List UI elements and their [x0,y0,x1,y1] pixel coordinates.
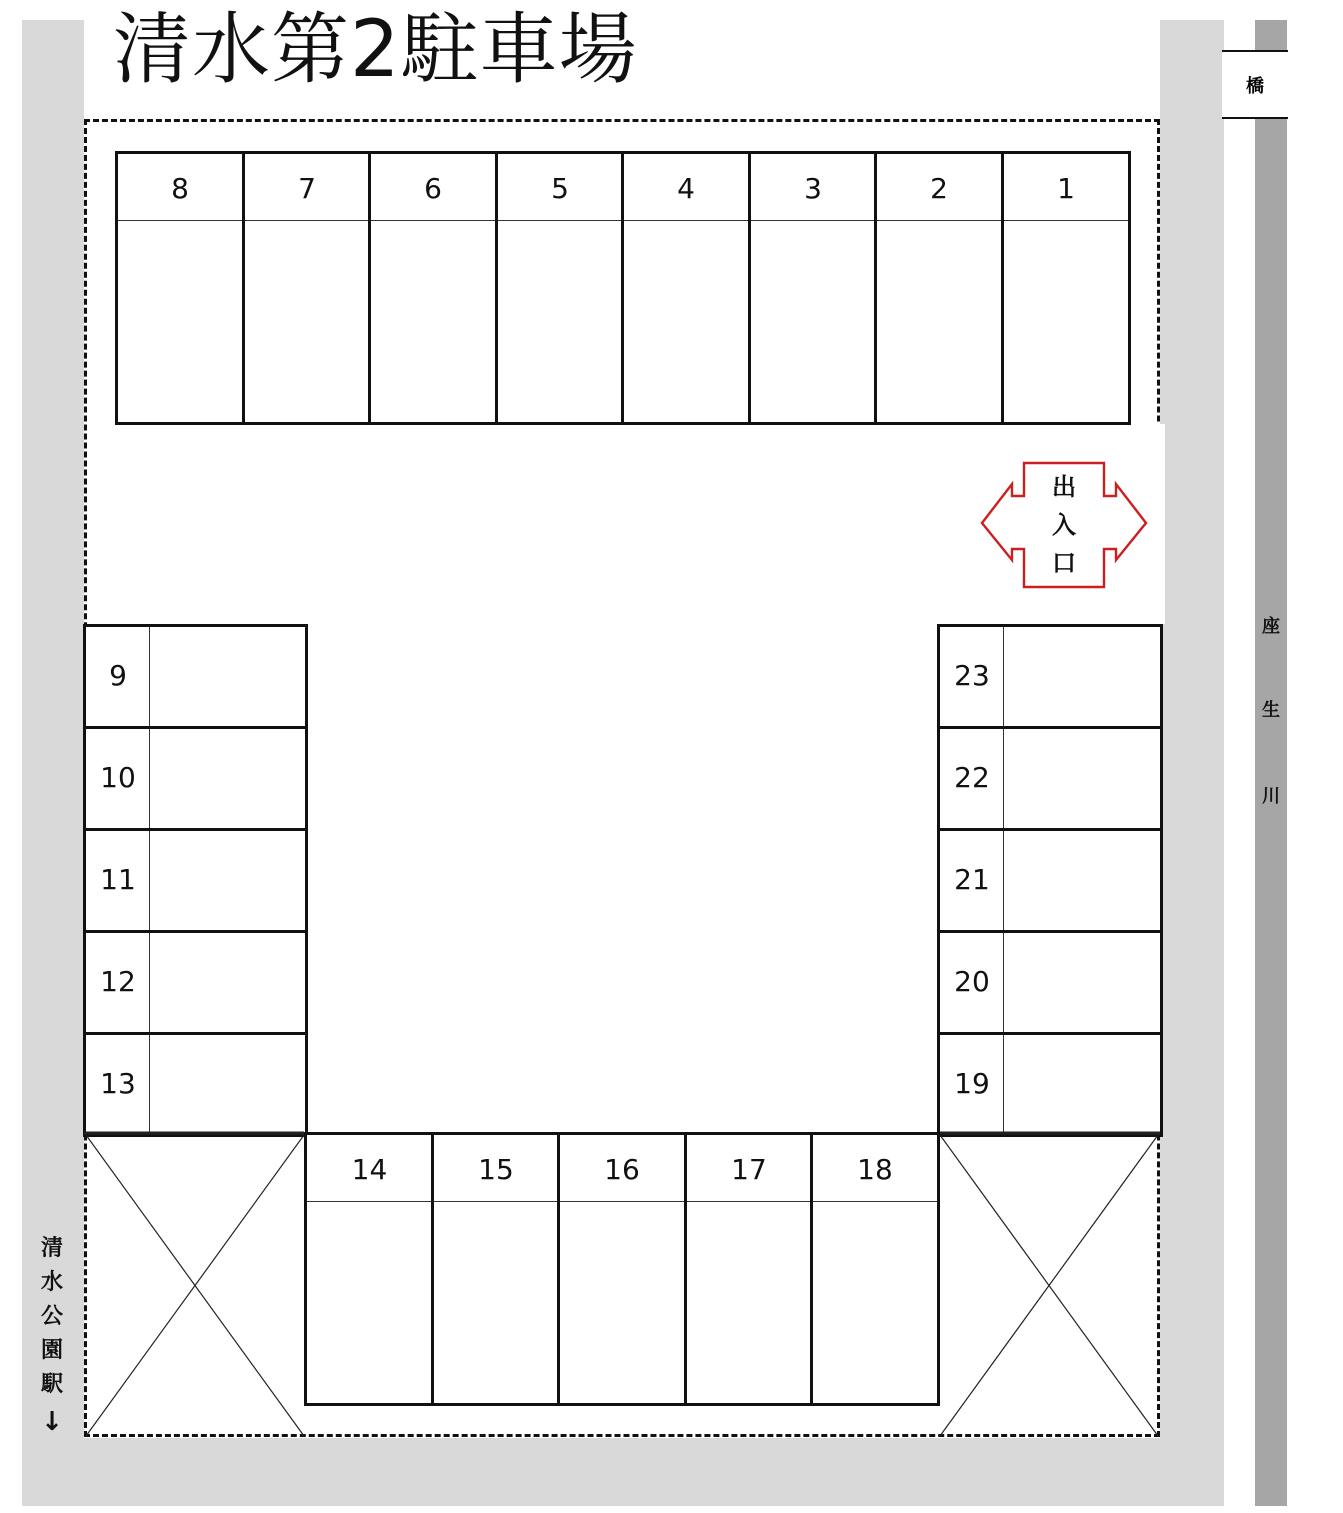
no-parking-zone-right [940,1133,1160,1436]
station-char-5: 駅 [40,1372,63,1397]
entrance-char-3: 口 [1052,549,1076,577]
station-arrow-icon: ↓ [41,1407,63,1437]
space-number: 17 [731,1153,767,1186]
station-label [34,1232,70,1402]
space-number: 22 [954,761,990,794]
space-number: 12 [100,965,136,998]
space-number: 5 [551,172,569,205]
station-char-1: 清 [40,1236,63,1261]
space-number: 19 [954,1067,990,1100]
station-char-3: 公 [40,1304,63,1329]
space-number: 16 [604,1153,640,1186]
river-label-3: 川 [1262,786,1280,807]
space-number: 6 [424,172,442,205]
space-number: 14 [351,1153,388,1186]
station-char-2: 水 [40,1270,63,1295]
river-label-2: 生 [1262,700,1280,721]
space-number: 8 [171,172,189,205]
space-number: 18 [857,1153,893,1186]
space-number: 4 [677,172,695,205]
space-number: 9 [109,659,127,692]
space-number: 3 [804,172,822,205]
space-number: 2 [930,172,948,205]
space-number: 7 [298,172,316,205]
space-number: 10 [100,761,136,794]
river-label-1: 座 [1262,616,1280,637]
no-parking-zone-left [84,1133,304,1436]
entrance-char-1: 出 [1052,473,1076,501]
space-number: 15 [478,1153,514,1186]
space-number: 21 [954,863,990,896]
space-number: 13 [100,1067,136,1100]
station-char-4: 園 [40,1338,63,1363]
bridge-label: 橋 [1246,76,1264,97]
entrance-label [1042,468,1086,582]
space-number: 1 [1057,172,1075,205]
space-number: 23 [954,659,990,692]
space-number: 20 [954,965,990,998]
space-number: 11 [100,863,136,896]
entrance-char-2: 入 [1052,511,1076,539]
page-title: 清水第2駐車場 [113,5,638,95]
